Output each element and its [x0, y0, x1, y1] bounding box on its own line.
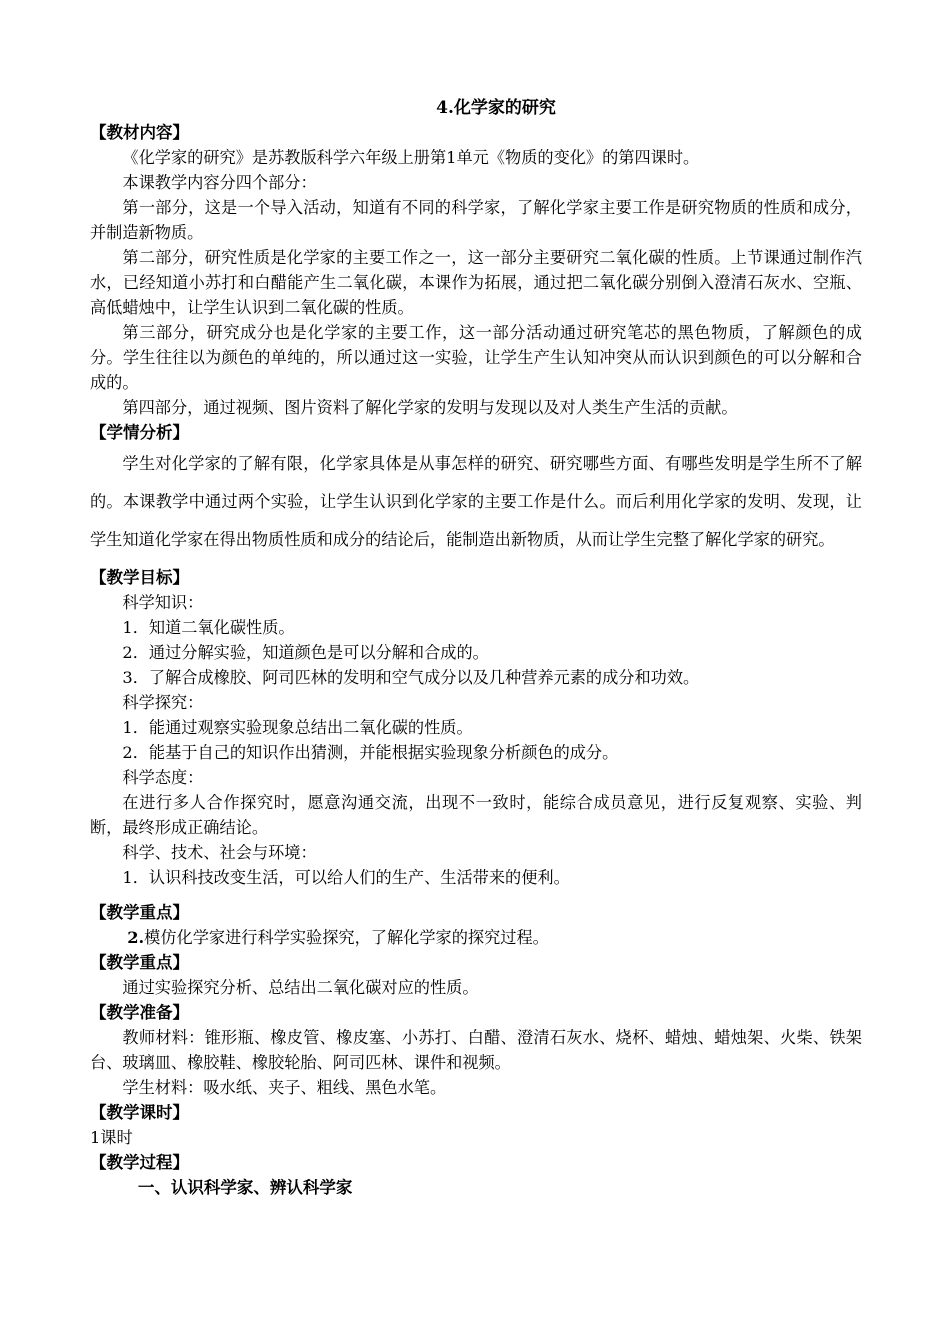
content-paragraph-2: 本课教学内容分四个部分：	[122, 173, 317, 192]
preparation-teacher: 教师材料：锥形瓶、橡皮管、橡皮塞、小苏打、白醋、澄清石灰水、烧杯、蜡烛、蜡烛架、火柴、铁架台、玻璃皿、橡胶鞋、橡胶轮胎、阿司匹林、课件和视频。	[90, 1028, 862, 1072]
content-paragraph-1: 《化学家的研究》是苏教版科学六年级上册第1单元《物质的变化》的第四课时。	[122, 148, 700, 167]
heading-key-points: 【教学重点】	[90, 903, 189, 922]
analysis-paragraph: 学生对化学家的了解有限，化学家具体是从事怎样的研究、研究哪些方面、有哪些发明是学生所不了解的。本课教学中通过两个实验，让学生认识到化学家的主要工作是什么。而后利用化学家的发明、发现，让学生知道化学家在得出物质性质和成分的结论后，能制造出新物质，从而让学生完整了解化学家的研究。	[90, 454, 862, 549]
key-points-item-text: 模仿化学家进行科学实验探究，了解化学家的探究过程。	[144, 928, 549, 947]
goals-knowledge-label: 科学知识：	[122, 593, 204, 612]
heading-goals: 【教学目标】	[90, 568, 189, 587]
goals-inquiry-label: 科学探究：	[122, 693, 204, 712]
preparation-student: 学生材料：吸水纸、夹子、粗线、黑色水笔。	[122, 1078, 447, 1097]
content-paragraph-4: 第二部分，研究性质是化学家的主要工作之一，这一部分主要研究二氧化碳的性质。上节课通过制作汽水，已经知道小苏打和白醋能产生二氧化碳，本课作为拓展，通过把二氧化碳分别倒入澄清石灰水、空瓶、高低蜡烛中，让学生认识到二氧化碳的性质。	[90, 248, 862, 317]
key-points-item	[90, 925, 862, 950]
content-paragraph-5: 第三部分，研究成分也是化学家的主要工作，这一部分活动通过研究笔芯的黑色物质，了解颜色的成分。学生往往以为颜色的单纯的，所以通过这一实验，让学生产生认知冲突从而认识到颜色的可以分解和合成的。	[90, 323, 862, 392]
process-step-1: 一、认识科学家、辨认科学家	[137, 1178, 353, 1197]
content-paragraph-6: 第四部分，通过视频、图片资料了解化学家的发明与发现以及对人类生产生活的贡献。	[122, 398, 738, 417]
content-paragraph-3: 第一部分，这是一个导入活动，知道有不同的科学家，了解化学家主要工作是研究物质的性质和成分，并制造新物质。	[90, 198, 862, 242]
goals-inquiry-item-1: 1．能通过观察实验现象总结出二氧化碳的性质。	[122, 718, 473, 737]
heading-hours: 【教学课时】	[90, 1103, 189, 1122]
heading-analysis: 【学情分析】	[90, 423, 189, 442]
goals-attitude-text: 在进行多人合作探究时，愿意沟通交流，出现不一致时，能综合成员意见，进行反复观察、实验、判断，最终形成正确结论。	[90, 793, 862, 837]
goals-attitude-label: 科学态度：	[122, 768, 204, 787]
goals-knowledge-item-3: 3．了解合成橡胶、阿司匹林的发明和空气成分以及几种营养元素的成分和功效。	[122, 668, 700, 687]
document-page	[90, 96, 862, 1200]
document-title: 4.化学家的研究	[436, 98, 556, 118]
goals-inquiry-item-2: 2．能基于自己的知识作出猜测，并能根据实验现象分析颜色的成分。	[122, 743, 619, 762]
goals-sts-label: 科学、技术、社会与环境：	[122, 843, 317, 862]
key-points-2-text: 通过实验探究分析、总结出二氧化碳对应的性质。	[122, 978, 479, 997]
heading-process: 【教学过程】	[90, 1153, 189, 1172]
heading-preparation: 【教学准备】	[90, 1003, 189, 1022]
key-points-item-number: 2.	[127, 928, 145, 947]
goals-knowledge-item-2: 2．通过分解实验，知道颜色是可以分解和合成的。	[122, 643, 489, 662]
heading-content: 【教材内容】	[90, 123, 189, 142]
heading-key-points-2: 【教学重点】	[90, 953, 189, 972]
hours-text: 1课时	[90, 1128, 133, 1147]
goals-knowledge-item-1: 1．知道二氧化碳性质。	[122, 618, 295, 637]
goals-sts-item-1: 1．认识科技改变生活，可以给人们的生产、生活带来的便利。	[122, 868, 570, 887]
